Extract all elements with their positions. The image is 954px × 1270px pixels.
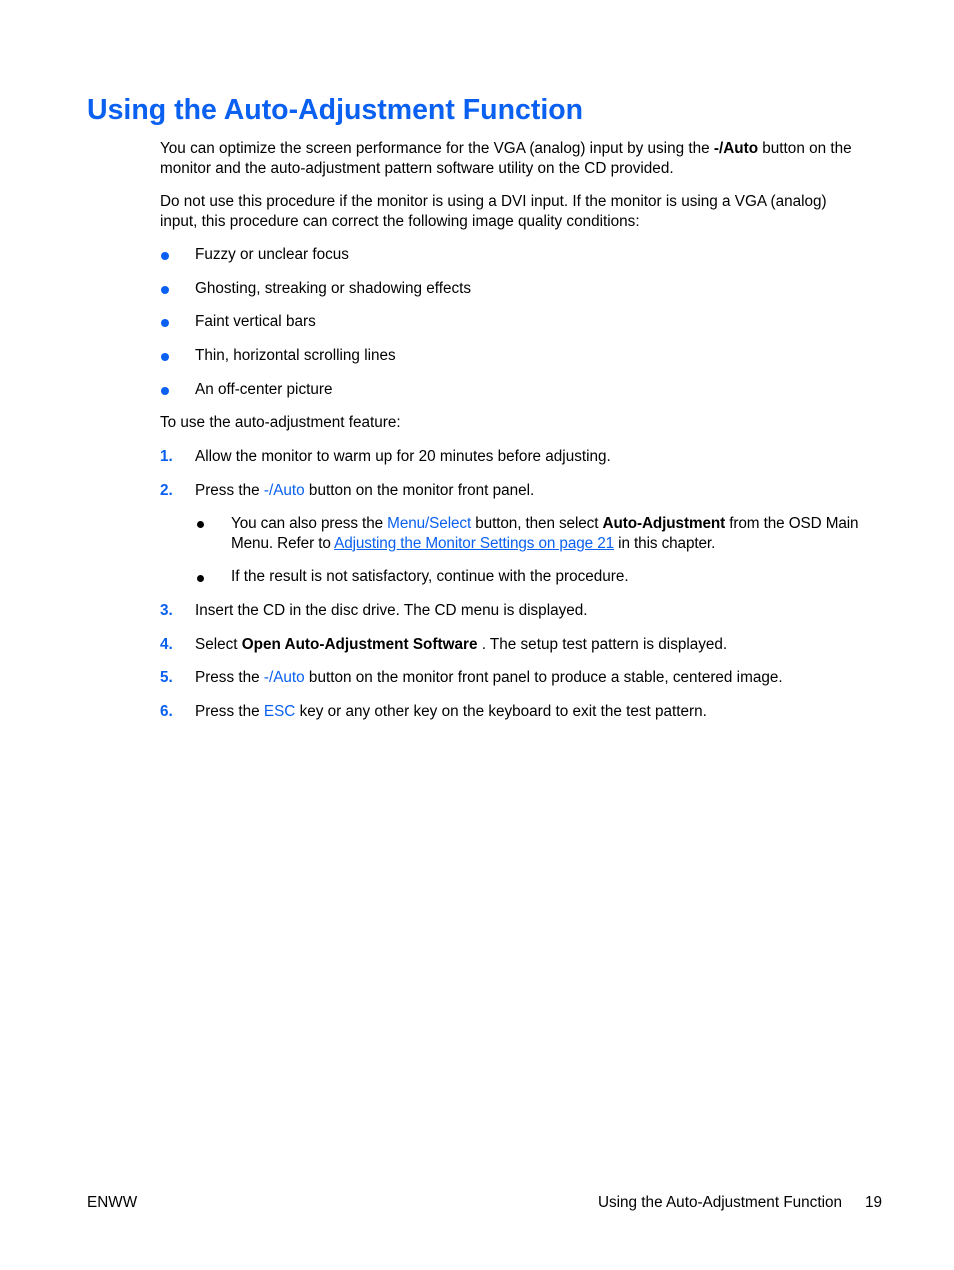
footer-section-title: Using the Auto-Adjustment Function bbox=[597, 1194, 842, 1211]
auto-button-name: -/Auto bbox=[713, 140, 759, 157]
page-number: 19 bbox=[864, 1194, 882, 1211]
bullet-icon bbox=[161, 319, 169, 327]
condition-item: Ghosting, streaking or shadowing effects bbox=[195, 280, 472, 297]
condition-item: Faint vertical bars bbox=[195, 313, 316, 330]
software-name: Open Auto-Adjustment Software bbox=[241, 636, 478, 653]
settings-page-link[interactable]: Adjusting the Monitor Settings on page 21 bbox=[334, 534, 615, 552]
auto-adjustment-menu-name: Auto-Adjustment bbox=[602, 515, 726, 532]
step-text: Insert the CD in the disc drive. The CD menu is displayed. bbox=[195, 602, 588, 619]
condition-item: Fuzzy or unclear focus bbox=[195, 246, 349, 263]
auto-button-name: -/Auto bbox=[263, 669, 305, 686]
sub-step-text: If the result is not satisfactory, continue with the procedure. bbox=[231, 568, 629, 585]
menu-select-button-name: Menu/Select bbox=[387, 515, 472, 532]
step-text: Select Open Auto-Adjustment Software . The setup test pattern is displayed. bbox=[195, 636, 728, 653]
bullet-icon bbox=[161, 286, 169, 294]
condition-item: An off-center picture bbox=[195, 381, 333, 398]
bullet-icon bbox=[161, 387, 169, 395]
sub-bullet-icon bbox=[197, 575, 204, 582]
intro-paragraph bbox=[160, 139, 890, 178]
step-text: Allow the monitor to warm up for 20 minutes before adjusting. bbox=[195, 448, 611, 465]
sub-step-text: You can also press the Menu/Select button, then select Auto-Adjustment from the OSD Main Menu. Refer to Adjusting the Monitor Settings on page 21 in this chapter. bbox=[231, 515, 859, 552]
auto-button-name: -/Auto bbox=[263, 482, 305, 499]
note-text: Do not use this procedure if the monitor is using a DVI input. If the monitor is using a VGA (analog) bbox=[160, 193, 827, 210]
step-number: 1. bbox=[160, 448, 173, 465]
sub-bullet-icon bbox=[197, 521, 204, 528]
step-number: 3. bbox=[160, 602, 173, 619]
intro-text: button on the bbox=[758, 140, 852, 157]
dvi-note-paragraph bbox=[160, 192, 890, 231]
intro-text: You can optimize the screen performance for the VGA (analog) input by using the bbox=[160, 140, 714, 157]
intro-text: monitor and the auto-adjustment pattern software utility on the CD provided. bbox=[160, 159, 674, 177]
step-number: 5. bbox=[160, 669, 173, 686]
procedure-lead: To use the auto-adjustment feature: bbox=[160, 414, 401, 431]
step-number: 2. bbox=[160, 482, 173, 499]
bullet-icon bbox=[161, 252, 169, 260]
page-title: Using the Auto-Adjustment Function bbox=[87, 94, 584, 126]
step-text: Press the ESC key or any other key on the keyboard to exit the test pattern. bbox=[195, 703, 707, 720]
condition-item: Thin, horizontal scrolling lines bbox=[195, 347, 396, 364]
step-text: Press the -/Auto button on the monitor front panel to produce a stable, centered image. bbox=[195, 669, 783, 686]
step-number: 6. bbox=[160, 703, 173, 720]
bullet-icon bbox=[161, 353, 169, 361]
footer-left-label: ENWW bbox=[87, 1194, 138, 1211]
step-number: 4. bbox=[160, 636, 173, 653]
esc-key-name: ESC bbox=[263, 703, 296, 720]
step-text: Press the -/Auto button on the monitor front panel. bbox=[195, 482, 535, 499]
note-text: input, this procedure can correct the following image quality conditions: bbox=[160, 212, 640, 230]
